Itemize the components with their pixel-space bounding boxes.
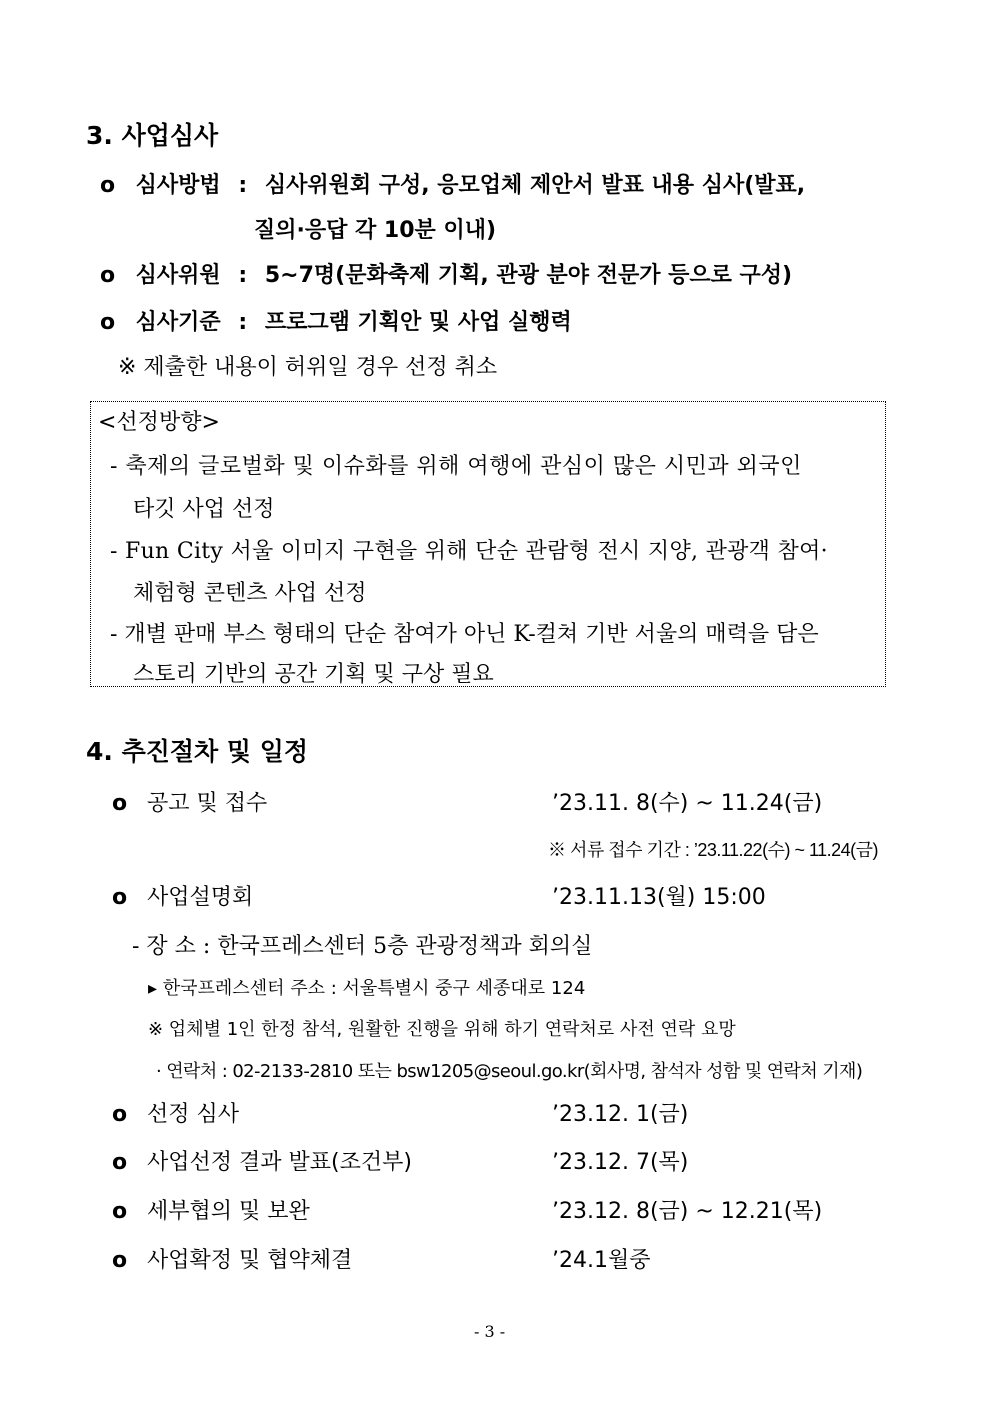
bullet-marker: o — [100, 310, 116, 335]
schedule-date: ’23.12. 7(목) — [552, 1150, 689, 1175]
bullet-marker: o — [112, 1150, 128, 1175]
schedule-date: ’23.11. 8(수) ~ 11.24(금) — [552, 791, 823, 816]
schedule-label: 사업선정 결과 발표(조건부) — [147, 1150, 412, 1175]
review-method-value-cont: 질의·응답 각 10분 이내) — [254, 218, 497, 243]
schedule-item — [112, 1097, 239, 1128]
schedule-item — [112, 880, 253, 911]
schedule-label: 세부협의 및 보완 — [147, 1199, 310, 1224]
briefing-contact: · 연락처 : 02-2133-2810 또는 bsw1205@seoul.go.kr(회사명, 참석자 성함 및 연락처 기재) — [156, 1061, 863, 1082]
section4-title: 4. 추진절차 및 일정 — [86, 737, 309, 766]
review-criteria-value: 프로그램 기획안 및 사업 실행력 — [264, 310, 572, 335]
box-line: 타깃 사업 선정 — [133, 497, 275, 522]
schedule-item — [112, 786, 267, 817]
box-title: <선정방향> — [98, 410, 220, 435]
false-info-note: ※ 제출한 내용이 허위일 경우 선정 취소 — [118, 355, 498, 380]
bullet-marker: o — [112, 885, 128, 910]
schedule-date: ’24.1월중 — [552, 1248, 651, 1273]
schedule-date: ’23.11.13(월) 15:00 — [552, 885, 766, 910]
bullet-marker: o — [112, 1199, 128, 1224]
briefing-notice: ※ 업체별 1인 한정 참석, 원활한 진행을 위해 하기 연락처로 사전 연락 요망 — [148, 1019, 736, 1040]
schedule-label: 선정 심사 — [147, 1102, 240, 1127]
schedule-date: ’23.12. 8(금) ~ 12.21(목) — [552, 1199, 823, 1224]
schedule-label: 사업확정 및 협약체결 — [147, 1248, 353, 1273]
box-line: - 축제의 글로벌화 및 이슈화를 위해 여행에 관심이 많은 시민과 외국인 — [110, 454, 802, 479]
briefing-address: ▸ 한국프레스센터 주소 : 서울특별시 중구 세종대로 124 — [148, 978, 586, 999]
bullet-marker: o — [112, 1102, 128, 1127]
schedule-item — [112, 1243, 352, 1274]
review-committee-label: 심사위원 — [135, 263, 221, 288]
bullet-marker: o — [100, 173, 116, 198]
schedule-label: 사업설명회 — [147, 885, 254, 910]
doc-period-note: ※ 서류 접수 기간 : ’23.11.22(수) ~ 11.24(금) — [548, 840, 879, 860]
review-method-row — [100, 168, 805, 199]
schedule-label: 공고 및 접수 — [147, 791, 268, 816]
section3-title: 3. 사업심사 — [86, 121, 219, 150]
review-method-label: 심사방법 — [135, 173, 221, 198]
colon: : — [238, 310, 248, 335]
review-method-value: 심사위원회 구성, 응모업체 제안서 발표 내용 심사(발표, — [264, 173, 806, 198]
schedule-item — [112, 1194, 310, 1225]
schedule-item — [112, 1145, 412, 1176]
review-committee-row — [100, 258, 792, 289]
review-criteria-row — [100, 305, 572, 336]
box-line: - 개별 판매 부스 형태의 단순 참여가 아닌 K-컬쳐 기반 서울의 매력을 담은 — [110, 622, 819, 647]
page-number: - 3 - — [474, 1322, 506, 1341]
colon: : — [238, 173, 248, 198]
box-line: 스토리 기반의 공간 기획 및 구상 필요 — [133, 662, 494, 687]
bullet-marker: o — [112, 1248, 128, 1273]
box-line: 체험형 콘텐츠 사업 선정 — [133, 581, 367, 606]
review-committee-value: 5~7명(문화축제 기획, 관광 분야 전문가 등으로 구성) — [264, 263, 793, 288]
review-criteria-label: 심사기준 — [135, 310, 221, 335]
bullet-marker: o — [112, 791, 128, 816]
bullet-marker: o — [100, 263, 116, 288]
colon: : — [238, 263, 248, 288]
schedule-date: ’23.12. 1(금) — [552, 1102, 689, 1127]
box-line: - Fun City 서울 이미지 구현을 위해 단순 관람형 전시 지양, 관광객 참여· — [110, 539, 828, 564]
briefing-place: - 장 소 : 한국프레스센터 5층 관광정책과 회의실 — [132, 934, 593, 959]
